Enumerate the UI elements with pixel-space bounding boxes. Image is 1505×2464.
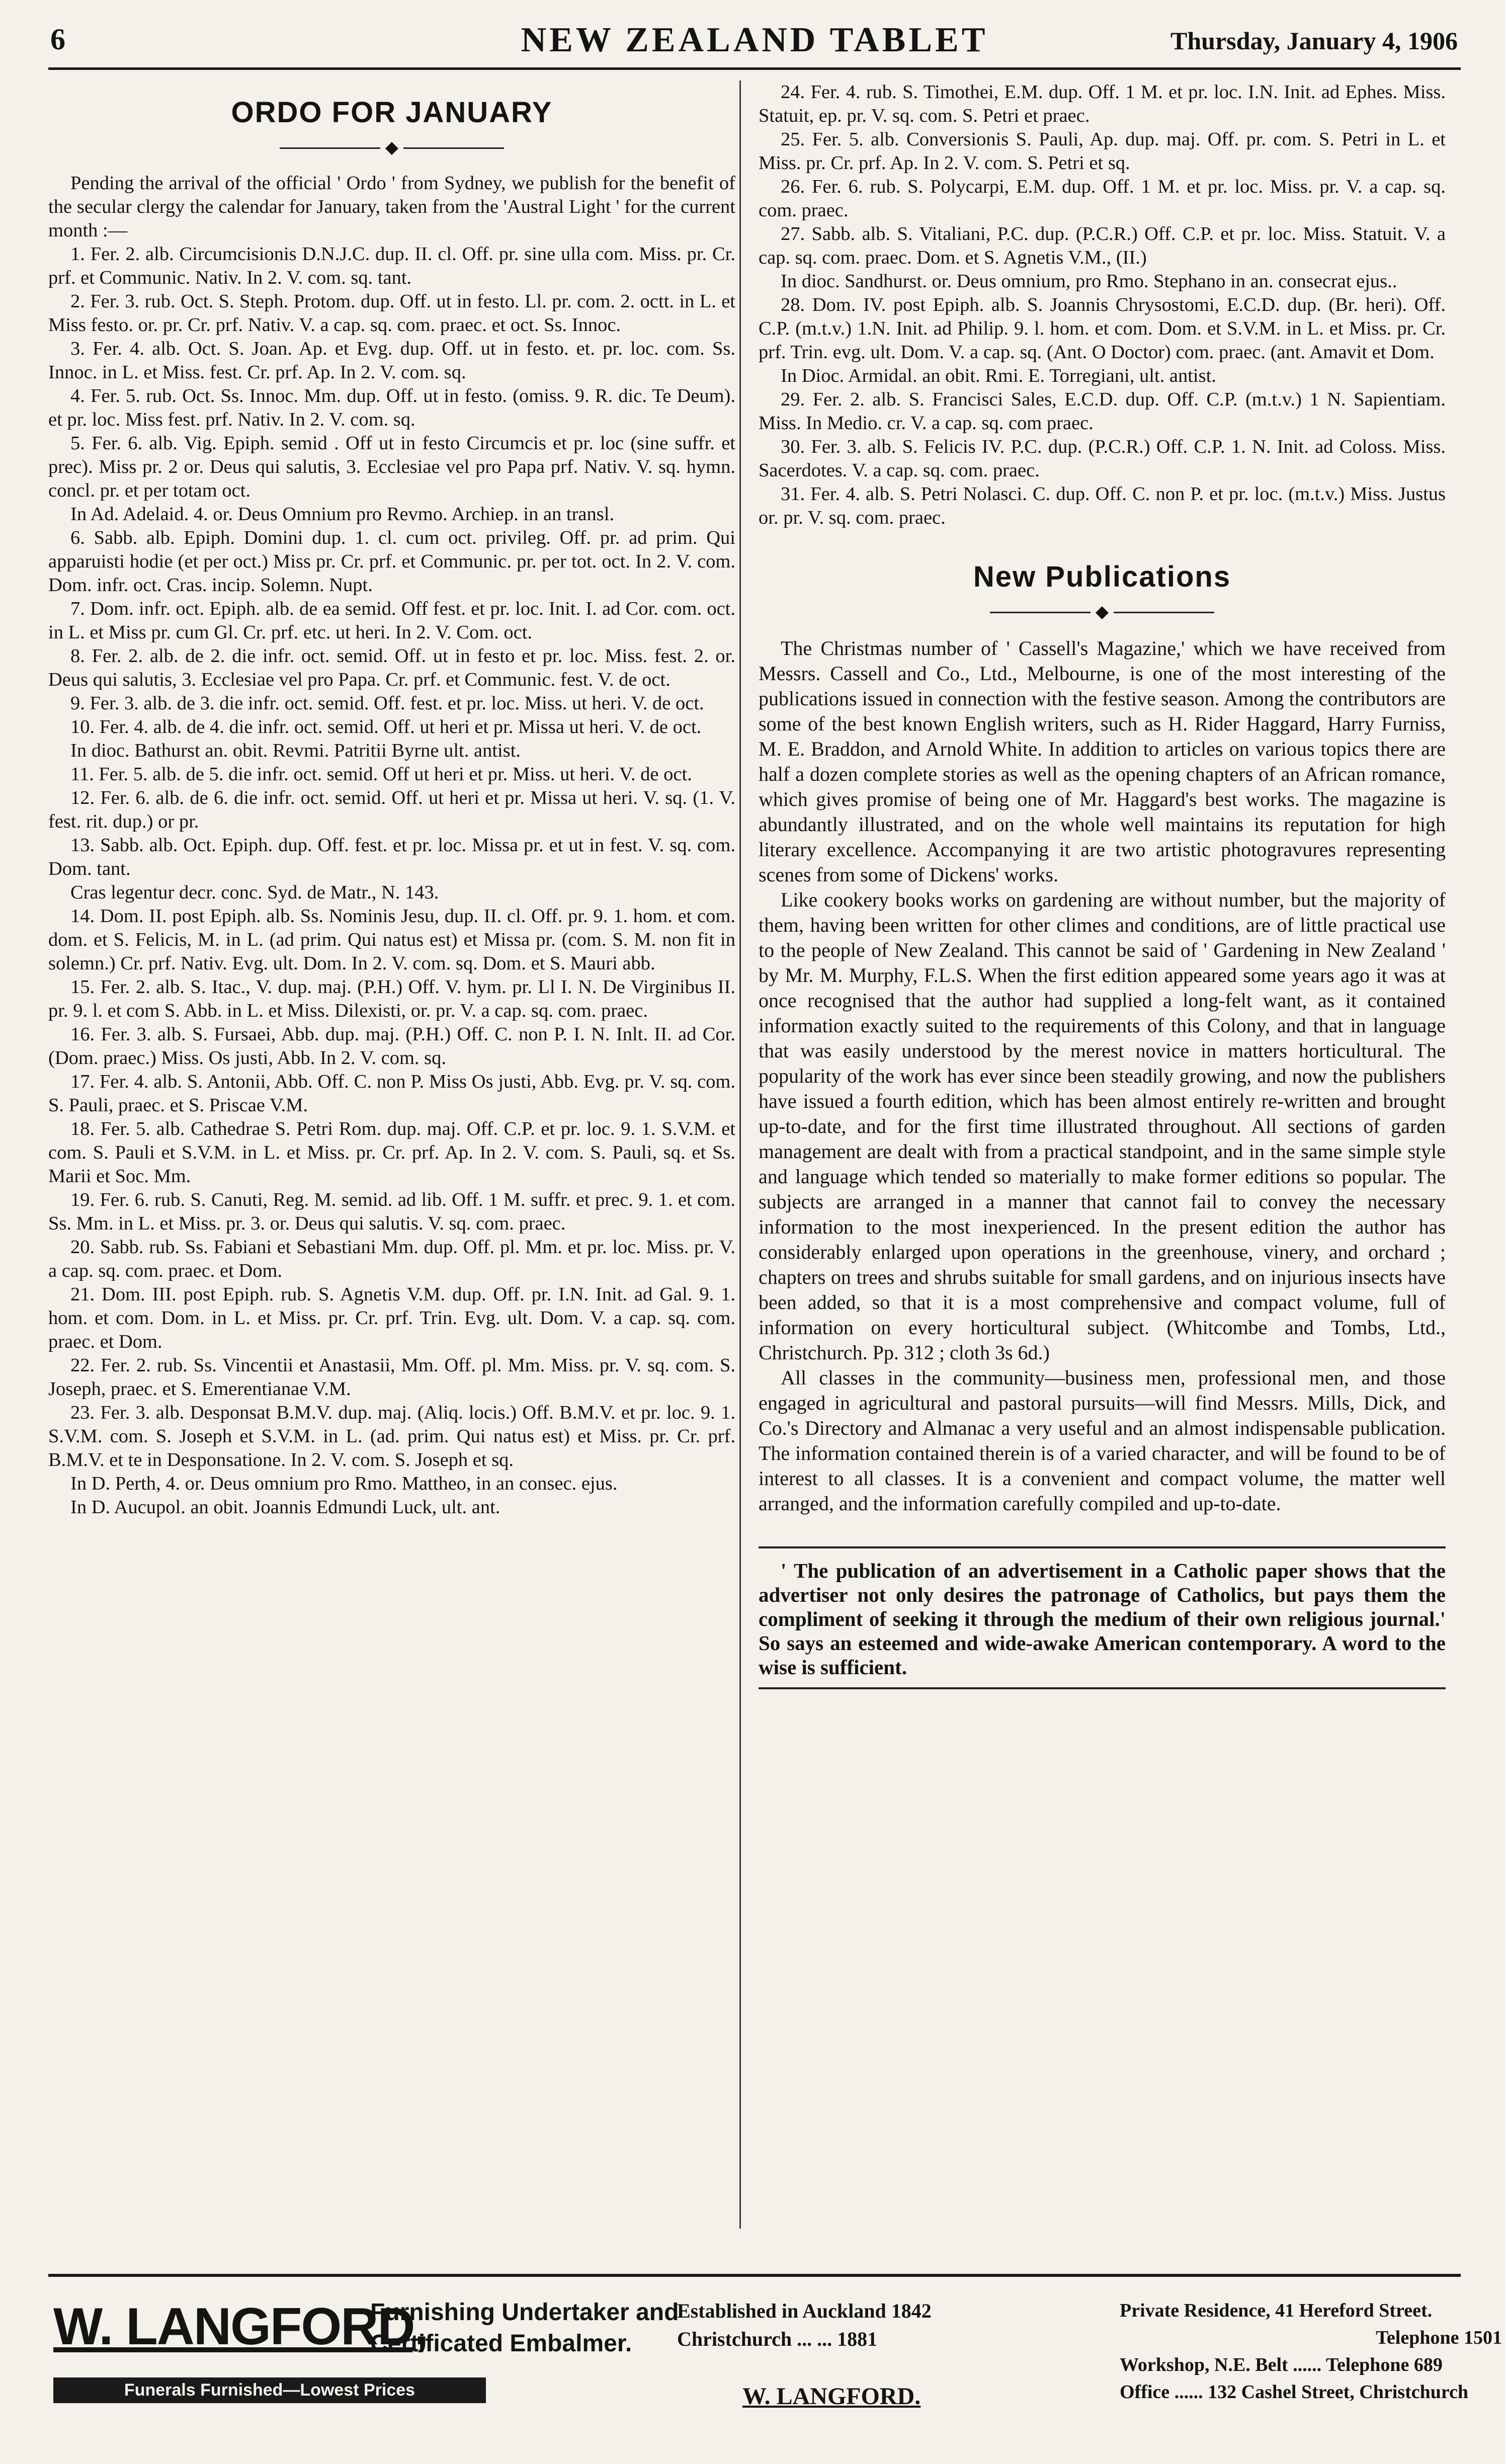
advertiser-trade (370, 2297, 679, 2359)
ordo-entry: In Dioc. Armidal. an obit. Rmi. E. Torregiani, ult. antist. (781, 365, 1216, 386)
masthead: NEW ZEALAND TABLET (521, 21, 988, 59)
publications-article (759, 636, 1446, 1516)
contact-line: Office ...... 132 Cashel Street, Christchurch (1120, 2381, 1469, 2403)
ordo-entry: 15. Fer. 2. alb. S. Itac., V. dup. maj. (P.H.) Off. V. hym. pr. Ll I. N. De Virginibus II. pr. 9. l. et com S. Abb. in L. et Miss. Dilexisti, or. pr. V. a cap. sq. com. praec. (48, 976, 735, 1022)
ordo-entry: 24. Fer. 4. rub. S. Timothei, E.M. dup. Off. 1 M. et pr. loc. I.N. Init. ad Ephes. Miss. Statuit, ep. pr. V. sq. com. S. Petri et praec. (759, 81, 1446, 126)
ordo-entry: 20. Sabb. rub. Ss. Fabiani et Sebastiani Mm. dup. Off. pl. Mm. et pr. loc. Miss. pr. V. a cap. sq. com. praec. et Dom. (48, 1237, 735, 1282)
advertiser-signature: W. LANGFORD. (742, 2383, 921, 2410)
ordo-entries-continued (759, 80, 1446, 530)
ordo-entry: 12. Fer. 6. alb. de 6. die infr. oct. semid. Off. ut heri et pr. Missa ut heri. V. sq. (1. V. fest. rit. dup.) or pr. (48, 787, 735, 833)
column-divider (739, 80, 741, 2229)
ordo-entry: In D. Perth, 4. or. Deus omnium pro Rmo. Mattheo, in an consec. ejus. (70, 1473, 618, 1495)
established-line: Established in Auckland 1842 (677, 2299, 932, 2322)
ordo-entries (48, 172, 735, 1519)
trade-line: Furnishing Undertaker and (370, 2299, 679, 2326)
established-info (677, 2297, 932, 2353)
ordo-entry: 23. Fer. 3. alb. Desponsat B.M.V. dup. maj. (Aliq. locis.) Off. B.M.V. et pr. loc. 9. 1. S.V.M. com. S. Joseph et S.V.M. in L. (ad. prim. Qui natus est) et Miss. pr. Cr. prf. B.M.V. et te in Desponsatione. In 2. V. com. S. Joseph et sq. (48, 1402, 735, 1471)
ordo-entry: 2. Fer. 3. rub. Oct. S. Steph. Protom. dup. Off. ut in festo. Ll. pr. com. 2. octt. in L. et Miss festo. or. pr. Cr. prf. Nativ. V. a cap. sq. com. praec. et oct. Ss. Innoc. (48, 291, 735, 336)
ordo-entry: In dioc. Sandhurst. or. Deus omnium, pro Rmo. Stephano in an. consecrat ejus.. (781, 271, 1397, 292)
page-header (48, 15, 1461, 70)
contact-line: Telephone 1501 (1376, 2327, 1502, 2348)
ordo-entry: In Ad. Adelaid. 4. or. Deus Omnium pro Revmo. Archiep. in an transl. (70, 504, 615, 525)
ordo-entry: 27. Sabb. alb. S. Vitaliani, P.C. dup. (P.C.R.) Off. C.P. et pr. loc. Miss. Statuit. V. a cap. sq. com. praec. Dom. et S. Agnetis V.M., (II.) (759, 223, 1446, 268)
ordo-entry: In D. Aucupol. an obit. Joannis Edmundi Luck, ult. ant. (70, 1497, 500, 1518)
advertising-quote (759, 1546, 1446, 1689)
ordo-entry: 31. Fer. 4. alb. S. Petri Nolasci. C. dup. Off. C. non P. et pr. loc. (m.t.v.) Miss. Justus or. pr. V. sq. com. praec. (759, 483, 1446, 528)
advertiser-name: W. LANGFORD, (53, 2297, 428, 2356)
ordo-entry: 7. Dom. infr. oct. Epiph. alb. de ea semid. Off fest. et pr. loc. Init. I. ad Cor. com. oct. in L. et Miss pr. cum Gl. Cr. prf. etc. ut heri. In 2. V. Com. oct. (48, 598, 735, 643)
ordo-entry: 19. Fer. 6. rub. S. Canuti, Reg. M. semid. ad lib. Off. 1 M. suffr. et prec. 9. 1. et com. Ss. Mm. in L. et Miss. pr. 3. or. Deus qui salutis. V. sq. com. praec. (48, 1189, 735, 1235)
publication-paragraph: The Christmas number of ' Cassell's Magazine,' which we have received from Messrs. Cassell and Co., Ltd., Melbourne, is one of the most interesting of the publications issued in connection with the festive season. Among the contributors are some of the best known English writers, such as H. Rider Haggard, Harry Furniss, M. E. Braddon, and Arnold White. In addition to articles on various topics there are half a dozen complete stories as well as the opening chapters of an African romance, which gives promise of being one of Mr. Haggard's best works. The magazine is abundantly illustrated, and on the whole well maintains its reputation for high literary excellence. Accompanying it are two artistic photogravures representing scenes from some of Dickens' works. (759, 637, 1446, 886)
page-number: 6 (50, 23, 65, 56)
ordo-entry: 4. Fer. 5. rub. Oct. Ss. Innoc. Mm. dup. Off. ut in festo. (omiss. 9. R. dic. Te Deum). et pr. loc. Miss fest. prf. Nativ. In 2. V. com. sq. (48, 385, 735, 431)
ordo-entry: 5. Fer. 6. alb. Vig. Epiph. semid . Off ut in festo Circumcis et pr. loc (sine suffr. et prec). Miss pr. 2 or. Deus qui salutis, 3. Ecclesiae vel pro Papa prf. Nativ. V. sq. hymn. concl. pr. et per totam oct. (48, 433, 735, 502)
ordo-entry: 25. Fer. 5. alb. Conversionis S. Pauli, Ap. dup. maj. Off. pr. com. S. Petri in L. et Miss. pr. Cr. prf. Ap. In 2. V. com. S. Petri et sq. (759, 129, 1446, 174)
ornament-divider: ◆ (48, 138, 735, 156)
contact-info (1120, 2297, 1502, 2406)
contact-line: Workshop, N.E. Belt ...... Telephone 689 (1120, 2354, 1443, 2375)
ornament-divider: ◆ (759, 603, 1446, 621)
ordo-entry: Cras legentur decr. conc. Syd. de Matr., N. 143. (70, 882, 439, 904)
ordo-entry: 18. Fer. 5. alb. Cathedrae S. Petri Rom. dup. maj. Off. C.P. et pr. loc. 9. 1. S.V.M. et com. S. Pauli et S.V.M. in L. et Miss. pr. Cr. prf. Ap. In 2. V. com. S. Pauli, sq. et Ss. Marii et Soc. Mm. (48, 1118, 735, 1187)
ordo-entry: Pending the arrival of the official ' Ordo ' from Sydney, we publish for the benefit of the secular clergy the calendar for January, taken from the 'Austral Light ' for the current month :— (48, 173, 735, 241)
ordo-entry: 26. Fer. 6. rub. S. Polycarpi, E.M. dup. Off. 1 M. et pr. loc. Miss. pr. V. a cap. sq. com. praec. (759, 176, 1446, 221)
trade-line: Certificated Embalmer. (370, 2330, 632, 2357)
ordo-title: ORDO FOR JANUARY (231, 96, 553, 129)
right-column (759, 80, 1446, 1689)
ordo-entry: 22. Fer. 2. rub. Ss. Vincentii et Anastasii, Mm. Off. pl. Mm. Miss. pr. V. sq. com. S. Joseph, praec. et S. Emerentianae V.M. (48, 1355, 735, 1400)
ordo-entry: 29. Fer. 2. alb. S. Francisci Sales, E.C.D. dup. Off. C.P. (m.t.v.) 1 N. Sapientiam. Miss. In Medio. cr. V. a cap. sq. com praec. (759, 389, 1446, 434)
advertisement-footer (48, 2274, 1502, 2448)
ordo-entry: 28. Dom. IV. post Epiph. alb. S. Joannis Chrysostomi, E.C.D. dup. (Br. heri). Off. C.P. (m.t.v.) 1.N. Init. ad Philip. 9. l. hom. et com. Dom. et S.V.M. in L. et Miss. pr. Cr. prf. Trin. evg. ult. Dom. V. a cap. sq. (Ant. O Doctor) com. praec. (ant. Amavit et Dom. (759, 294, 1446, 363)
publication-paragraph: Like cookery books works on gardening are without number, but the majority of them, having been written for other climes and conditions, are of little practical use to the people of New Zealand. This cannot be said of ' Gardening in New Zealand ' by Mr. M. Murphy, F.L.S. When the first edition appeared some years ago it was at once recognised that the author had supplied a long-felt want, as it contained information exactly suited to the requirements of this Colony, and that in language that was easily understood by the merest novice in matters horticultural. The popularity of the work has ever since been steadily growing, and now the publishers have issued a fourth edition, which has been almost entirely re-written and brought up-to-date, and for the first time illustrated throughout. All sections of garden management are dealt with from a practical standpoint, and in the same simple style and language which tended so materially to make former editions so popular. The subjects are arranged in a manner that cannot fail to convey the necessary information to the most inexperienced. In the present edition the author has considerably enlarged upon operations in the greenhouse, vinery, and orchard ; chapters on trees and shrubs suitable for small gardens, and on injurious insects have been added, so that it is a most comprehensive and compact volume, full of information on every horticultural subject. (Whitcombe and Tombs, Ltd., Christchurch. Pp. 312 ; cloth 3s 6d.) (759, 888, 1446, 1364)
ordo-entry: In dioc. Bathurst an. obit. Revmi. Patritii Byrne ult. antist. (70, 740, 521, 762)
ordo-entry: 16. Fer. 3. alb. S. Fursaei, Abb. dup. maj. (P.H.) Off. C. non P. I. N. Inlt. II. ad Cor. (Dom. praec.) Miss. Os justi, Abb. In 2. V. com. sq. (48, 1024, 735, 1069)
ordo-entry: 13. Sabb. alb. Oct. Epiph. dup. Off. fest. et pr. loc. Missa pr. et ut in fest. V. sq. com. Dom. tant. (48, 835, 735, 880)
ordo-entry: 17. Fer. 4. alb. S. Antonii, Abb. Off. C. non P. Miss Os justi, Abb. Evg. pr. V. sq. com. S. Pauli, praec. et S. Priscae V.M. (48, 1071, 735, 1116)
contact-line: Private Residence, 41 Hereford Street. (1120, 2300, 1433, 2321)
ordo-entry: 3. Fer. 4. alb. Oct. S. Joan. Ap. et Evg. dup. Off. ut in festo. et. pr. loc. com. Ss. Innoc. in L. et Miss. fest. Cr. prf. Ap. In 2. V. com. sq. (48, 338, 735, 383)
ordo-entry: 9. Fer. 3. alb. de 3. die infr. oct. semid. Off. fest. et pr. loc. Miss. ut heri. V. de oct. (70, 693, 704, 714)
ordo-entry: 11. Fer. 5. alb. de 5. die infr. oct. semid. Off ut heri et pr. Miss. ut heri. V. de oct. (70, 764, 692, 785)
ordo-entry: 8. Fer. 2. alb. de 2. die infr. oct. semid. Off. ut in festo et pr. loc. Miss. fest. 2. or. Deus qui salutis, 3. Ecclesiae vel pro Papa. Cr. prf. et Communic. fest. V. de oct. (48, 645, 735, 691)
ordo-entry: 1. Fer. 2. alb. Circumcisionis D.N.J.C. dup. II. cl. Off. pr. sine ulla com. Miss. pr. Cr. prf. et Communic. Nativ. In 2. V. com. sq. tant. (48, 243, 735, 289)
ordo-entry: 30. Fer. 3. alb. S. Felicis IV. P.C. dup. (P.C.R.) Off. C.P. 1. N. Init. ad Coloss. Miss. Sacerdotes. V. a cap. sq. com. praec. (759, 436, 1446, 481)
publication-paragraph: All classes in the community—business men, professional men, and those engaged in agricultural and pastoral pursuits—will find Messrs. Mills, Dick, and Co.'s Directory and Almanac a very useful and an almost indispensable publication. The information contained therein is of a varied character, and will be found to be of interest to all classes. It is a convenient and compact volume, the matter well arranged, and the information carefully compiled and up-to-date. (759, 1366, 1446, 1515)
ordo-entry: 10. Fer. 4. alb. de 4. die infr. oct. semid. Off. ut heri et pr. Missa ut heri. V. de oct. (70, 716, 702, 738)
ordo-entry: 6. Sabb. alb. Epiph. Domini dup. 1. cl. cum oct. privileg. Off. pr. ad prim. Qui apparuisti hodie (et per oct.) Miss pr. Cr. prf. et Communic. pr. per tot. oct. In 2. V. com. Dom. infr. oct. Cras. incip. Solemn. Nupt. (48, 527, 735, 596)
quote-text: ' The publication of an advertisement in a Catholic paper shows that the advertiser not only desires the patronage of Catholics, but pays them the compliment of seeking it through the medium of their own religious journal.' So says an esteemed and wide-awake American contemporary. A word to the wise is sufficient. (759, 1559, 1446, 1679)
ordo-entry: 14. Dom. II. post Epiph. alb. Ss. Nominis Jesu, dup. II. cl. Off. pr. 9. 1. hom. et com. dom. et S. Felicis, M. in L. (ad prim. Qui natus est) et Missa pr. (com. S. M. non fit in solemn.) Cr. prf. Nativ. Evg. ult. Dom. In 2. V. com. sq. Dom. et S. Mauri abb. (48, 906, 735, 974)
established-line: Christchurch ... ... 1881 (677, 2328, 878, 2350)
publications-title: New Publications (973, 560, 1231, 593)
left-column (48, 80, 735, 1519)
issue-date: Thursday, January 4, 1906 (1170, 27, 1458, 55)
funerals-banner: Funerals Furnished—Lowest Prices (53, 2377, 486, 2403)
ordo-entry: 21. Dom. III. post Epiph. rub. S. Agnetis V.M. dup. Off. pr. I.N. Init. ad Gal. 9. 1. hom. et com. Dom. in L. et Miss. pr. Cr. prf. Trin. Evg. ult. Dom. V. a cap. sq. com. praec. et Dom. (48, 1284, 735, 1353)
